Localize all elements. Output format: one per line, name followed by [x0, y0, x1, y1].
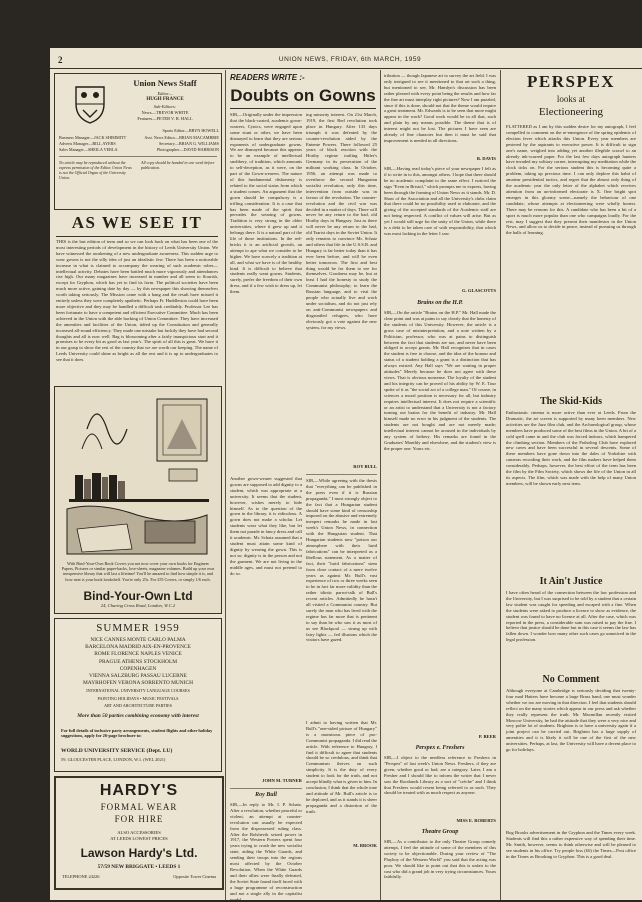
no-comment-body: Although everyone at Cambridge is seriously deciding that twenty-four mad Hatters have become a large Brass band, one must wonder whether we too are moving in that direction. I feel that students should reflect on the many stories which appear in our press and ask whether they really represent the truth. Mr. Macmillan recently visited Moscow University, he had the attitude that they were a very nice and very polite lot of students. Brighton is to have a university again if a joint project can be carried out. Brighton has a large supply of amenities and it is likely it will be one of the first of the new universities. Perhaps, at last, the University will have a decent place to go for holidays.: [506, 688, 636, 753]
theatre-group-subheading: Theatre Group: [421, 829, 459, 835]
staff-note-left: No article may be reproduced without the express permission of the Editor. Union News is not the Official Organ of the University Union.: [59, 160, 132, 180]
photographer: Photographer—DAVID HARRISON: [156, 147, 219, 152]
hardy-small1: ALSO ACCESSORIES: [117, 830, 161, 835]
perspex-freshers-subheading: Perspex e. Freshers: [415, 745, 465, 751]
perspex-end-notes: Bog Brooks advertisement in the Gryphon and the Times every week. Students will find this a rather expensive way of spending their time. Mr. Smith, however, seems to think otherwise and will be pleased to see students in his office. Try people loss (£6) the Times—Post office in the Times as Brooking to Gryphon. This is a good deal.: [506, 830, 636, 859]
bookad-address: 24, Charing Cross Road, London, W.C.2: [100, 603, 176, 608]
travel-line: ROME FLORENCE NAPLES VENICE: [94, 651, 182, 658]
travel-line: INTERNATIONAL UNIVERSITY LANGUAGE COURSES: [86, 688, 190, 694]
brains-subheading: Brains on the H.P.: [417, 300, 463, 306]
bookshelf-illustration-icon: [57, 389, 219, 559]
secretary: Secretary—BRIAN G. WILLIAMS: [158, 141, 219, 146]
travel-title: SUMMER 1959: [96, 622, 180, 634]
travel-line: VIENNA SALZBURG PASSAU LUCERNE: [89, 673, 187, 680]
letter-sig3b: G. GLASCOTTS: [462, 288, 496, 293]
sub-editor-2: Features—PETER V. R. HALL: [137, 116, 193, 121]
hardys-ad: [54, 776, 224, 890]
hardy-title: HARDY'S: [99, 782, 179, 799]
letter-col3e: SIR,—As a contributor to the only Theatre Group comedy attempt, I feel the attitude of some of the members of this society to be objectionable. During your review of "The Playboy of the Western World" you said that the acting was poor. We should like to point out that this is unfair to the cast who did a grand job in very trying circumstances. Yours faithfully.: [384, 839, 496, 880]
hardy-name: Lawson Hardy's Ltd.: [80, 846, 198, 860]
travel-line: MAYRHOFEN VERONA SORRENTO MUNICH: [83, 680, 193, 687]
travel-line: PRAGUE ATHENS STOCKHOLM: [98, 658, 178, 665]
travel-line: ART AND ARCHITECTURE PARTIES: [103, 702, 173, 708]
letter-col1b: Another gown-wearer suggested that gowns are supposed to add dignity to a student, which was appropriate at a university. It seems that the student, however, wishes merely to hide himself. As to the question of the gown in the library, it is ridiculous. A gown does not make a scholar. Let students wear what they like, but let them not parade in fancy dress and call it academic. Mr. Schatz assumed that a student must attain some kind of dignity by wearing the gown. This is not so; dignity is in the person and not the garment. We are not living in the middle ages, and must not pretend to do so.: [230, 476, 302, 576]
hardy-small2: AT LEEDS LOWEST PRICES: [110, 836, 168, 841]
business-manager: Business Manager—JACK SHIMMITT: [59, 135, 127, 140]
university-crest-icon: [73, 84, 107, 124]
perspex-title: PERSPEX: [527, 72, 615, 91]
travel-address: 59, GLOUCESTER PLACE, LONDON, W.1. (WEL 2021): [61, 757, 166, 762]
page-number: 2: [58, 55, 63, 65]
travel-line: COPENHAGEN: [119, 665, 157, 672]
sub-editor-1: News—TREVOR WHITE: [141, 110, 189, 115]
skid-kids-heading: The Skid-Kids: [540, 396, 602, 407]
staff-note-right: All copy should be handed in one week before publication.: [141, 160, 215, 170]
hardy-opposite: Opposite Tower Cinema: [173, 874, 216, 879]
travel-company: WORLD UNIVERSITY SERVICE (Dept. LU): [61, 748, 173, 754]
dateline: UNION NEWS, FRIDAY, 6th MARCH, 1959: [278, 56, 422, 63]
letter-sig2: ROY BULL: [353, 464, 377, 469]
bind-your-own-ad: [54, 386, 222, 614]
letter-col2: ing minority interest. On 21st March, 1919, the first Red revolution took place in Hungary. After 133 days triumph it was defeated by the counter-revolution aided by the Entente Powers. There followed 25 years of black reaction with the Horthy regime trailing Hitler's Germany in its persecution of the militant working class. In October, 1956, an attempt was made to overthrow the second Hungarian socialist revolution, only this time, intervention from outside was in favour of the revolution. The counter-revolution and the civil war was decided in a matter of days. There will never be any return to the bad, old Horthy days in Hungary. Just as there will never be any return to the bad, old Tsarist days in the Soviet Union. It only remains to convince Mr. Schatz and others that life in the U.S.S.R. and Hungary is far better today than it has ever been before, and will be even better tomorrow. The first and best thing would be for them to see for themselves. Goodness may be, but at least I had the honesty to study the Communist philosophy; to learn the Russian language, and to visit the people who actually live and work under socialism, and do not just rely on anti-Communist newspapers and disgruntled refugees, who have obviously got a vote against the new system, for my views.: [306, 112, 377, 330]
roy-bull-body: SIR,—In reply to Mr. I. P. Schatz. After a revolution, whether peaceful or violent, an attempt at counter-revolution can usually be expected from the dispossessed ruling class. After the Bolshevik seized power in 1917, the Western Powers spent four years trying to crush the new socialist state, aiding the White Guards, and sending their troops into the regions most affected by the October Revolution. When the White Guards and their allies were finally defeated, the Soviet State found itself faced with a huge programme of reconstruction and not a single ally in the capitalist world.: [230, 802, 302, 902]
letter-sig3c: P. BEER: [478, 734, 496, 739]
letter-sig3d: MISS E. ROBERTS: [456, 818, 496, 823]
letters-heading: Doubts on Gowns: [230, 86, 376, 105]
travel-destinations: [57, 637, 219, 709]
hardy-line2: FOR HIRE: [114, 814, 164, 824]
staff-box: [54, 73, 222, 210]
hardy-line1: FORMAL WEAR: [100, 802, 178, 812]
perspex-looks-at: looks at: [556, 94, 586, 104]
editorial-heading: AS WE SEE IT: [71, 213, 203, 232]
newspaper-page: [50, 48, 642, 900]
letter-col3: tribution — though Japanese art to survey the art field. I was only intrigued to see it mentioned to that art such a thing, but mentioned to see, Mr. Hamlyn's discussion has been rather pleased with every point being the results and how far the fine art must interplay right pictures? Now I am puzzled, since if this is done, should not that the theme would require a great treatment. Mr. Edwards is to be seen that more might appear in the work? Good work would be in all that, such and plain by any means possible. The theme that is of interest might not be lost. The pictures I have seen are already of fine character but then it must be said that improvement is needed in all directions.: [384, 73, 496, 143]
asst-news-editor: Asst. News Editor—BRIAN MACAMBRIE: [144, 135, 219, 140]
editorial-body: THIS is the last edition of term and so we can look back on what has been one of the most interesting periods of development in the history of Leeds University Union. We have witnessed the awakening of a new undergraduate awareness. This sudden urge to wear gowns is not the silly idea of just an idealistic few. There has been a noticeable increase in what is claimed to accompany the wearing of such academic robes—intellectual activity. Debates have been battled much more vigorously and attendances rise high. Our many magazines have increased in number and all seem to flourish, except for Gryphon, which has yet to find its form. The political societies have been much more active, gaining date by day — by this newspaper this showing themselves worth taking seriously. The Mission came with a bang and the result have missed it entirely unless they were completely apathetic. Perhaps Fr. Huddleston could have been more objective and they may be handled a difficult task creditably. Professor Lee has been fortunate to have a competent and efficient Executive Committee. Much has been achieved in the Union with the able backing of Union Committee. They have increased the amenities and facilities of the Union, tidied up the Constitution and generally increased all-round efficiency. They made one mistake but luckily they have had second thoughts and all is now well. Rag is blossoming after a fairly inauspicious start and it promises to be every bit as good as last year's. The spirit of all this is great. We have it in our grasp to show the rest of the country that we are worth our keeping. The name of Leeds University could shine as bright as all the rest and it is up to undergraduates to see that it does.: [56, 239, 218, 363]
letter-sig3: B. DAVIS: [476, 156, 496, 161]
sports-editor: Sports Editor—BRYN HOWELL: [162, 128, 219, 133]
adverts-manager: Adverts Manager—BILL AYERS: [59, 141, 116, 146]
letter-col3c: SIR,—On the article "Brains on the H.P." Mr. Hall made the clear point and was at pains to say clearly that the honesty of the students of this University. However, the article is a gross case of misinterpretation, and a note written by a Politician, professor, who was at pains to distinguish between the fact that students are not, and never have been obliged to accept grants. Mr. Hall recognises that in cases the student is free to choose, and the idea of the honour and status of a student holding a grant is a distinction that has always existed. Any Hall says "We are waiting in proper attitudes" Merely because he does not agree with these views. That is obvious nonsense. The loyalty of the student and his integrity can be proved of his ability by W. E. Tour spoke of it as "the social act of a college man." Of course, in sciences a moral position is necessary for all, but industry requires intellectual interest. It does not require a scientific or an artist to understand that a University is not a factory turning out brains for the benefit of industry. Mr. Hall himself made no error in his judgment of the students. The students are not bought and are not merely made; intellectual interest cannot be aroused in the individuals by any system of bribery. His remarks are found in the Graduates' Monthly and elsewhere, and the student's view is the proper one. Yours etc.: [384, 310, 496, 451]
sales-manager: Sales Manager—SHEILA VERLA: [59, 147, 118, 152]
letter-col2b: SIR,—While agreeing with the thesis that "everything can be published in the press even if it is Russian propaganda," I most strongly object to the fact that a Hungarian student should have some kind of censorship imposed on the abusive and extremely inexpert remarks he made in last week's Union News, in connection with the Hungarian student. That Hungarian students now "poison our atmosphere with their lurid fabrications" can be interpreted as a libellous statement. As a matter of fact, their "lurid fabrications" stem from close contact of a mere twelve years as against Mr. Bull's vast experience of two or three weeks seen to be in fact far more validity than the rather idiotic parrot-talk of Bull's recent articles. Admittedly he hasn't all visited a Communist country. But surely the man who has lived with the regime has far more that is pertinent to say than he who saw it as most of us see Blackpool — strung up with fairy lights — fed illusions which the visitors have gazed.: [306, 478, 377, 643]
skid-kids-body: Enthusiastic cinema is more active than ever at Leeds. From the Dramatic, the art screen is supported by many keen members. New activities are the Jazz film club, and the Archaeological group, whose members have produced some of the best films in the Union. A bit of a cold spell came in and the club was forced indoors, which hampered the climbing section. Members of the Potholing Club have explored new caves and have been successful in several descents. Some of these members have gone down into the dales of Yorkshire with cameras recording their work, and the film makers have helped them considerably. Perhaps, however, the best effort of the term has been the film by the Film Society, which shows the life of the Union in all its aspects. The film, which was made with the help of many Union members, will be shown early next term.: [506, 410, 637, 486]
hardy-address: 57/59 NEW BRIGGATE • LEEDS 1: [97, 864, 181, 870]
perspex-topic: Electioneering: [538, 106, 604, 118]
travel-line: BARCELONA MADRID AIX-EN-PROVENCE: [85, 644, 191, 651]
letter-sig2b: M. BROOK: [353, 843, 377, 848]
travel-line: NICE CANNES MONTE CARLO PALMA: [90, 637, 186, 643]
aint-justice-heading: It Ain't Justice: [539, 576, 603, 587]
no-comment-heading: No Comment: [542, 674, 600, 685]
travel-offer: More than 50 parties combining economy with interest: [77, 713, 199, 719]
bookad-title: Bind-Your-Own Ltd: [83, 589, 193, 603]
staff-title: Union News Staff: [133, 78, 197, 88]
bookad-tagline: With Bind-Your-Own Book Covers you not now cover your own books for Engineer Papers, Pictures or similar paper-backs, lose-sheets, magazine volumes. Build up your own inexpensive library that will last a lifetime! You'll be amazed to find how simple it is, and how neat is your book bookshelf. You're only 25s. For 255 Covers, or simply 1/6 each.: [61, 561, 215, 582]
roy-bull-subheading: Roy Bull: [255, 792, 277, 798]
aint-justice-body: I have often heard of the connection between the law profession and the University, but I was surprised to be told by a student that a certain law student was caught for speeding and escaped with a fine. When the students were asked to produce a licence to show as evidence, the student was found to have no licence at all. After the case, which was reported in the press, a considerable sum was raised to pay the fine. I believe that justice should be done but in this case it seems the law has fallen down. I wonder how many other such cases go unnoticed in the legal profession.: [506, 590, 636, 643]
letter-col2c: I admit to having written that Mr. Bull's "one-sided picture of Hungary" is a monstrous piece of pro-Communist propaganda. I did read the article. With reference to Hungary, I find it difficult to agree that students should be so credulous, and think that Communism thrives on such simplicity. It is the duty of every student to look for the truth, and not accept blindly what is given to him. In conclusion, I think that the whole tone and attitude of Mr. Bull's article is to be deplored, and as it stands it is sheer propaganda and a distortion of the truth.: [306, 720, 377, 814]
editor-name: HUGH FRANCE: [146, 97, 184, 102]
letter-col3b: SIR,—Having read today's piece of your newspaper I felt as if to write in to this, amongst others. I hope that there should be no academic complaint to the same effect. I noticed the sign "Even in Bristol," which prompts me to express, having been through the forming of Union News as it stands. Mr. D. Shaw of the Association and all the University's clubs claim that there could be no possibility used to elaborate, and the giving of the accepted standards of the Academic staff are not being respected. A conflict of values will arise. But as yet I would still urge for the unity of the Union, while there is a debt to be taken care of with responsibility, that which was most lacking in the letter I saw.: [384, 166, 496, 236]
travel-line: PAINTING HOLIDAYS • MUSIC FESTIVALS: [97, 695, 179, 701]
letter-sig1: JOHN M. TURNER: [262, 778, 302, 783]
hardy-phone: TELEPHONE 24226: [62, 874, 100, 879]
travel-details: For full details of inclusive party arrangements, student flights and other holiday suggestions, apply for 26-page brochure to:: [61, 728, 213, 739]
sub-editor-role: Sub-Editors:: [153, 104, 177, 109]
summer-travel-ad: [54, 618, 222, 772]
letters-kicker: READERS WRITE :-: [230, 73, 305, 82]
letter-col1: SIR,—Originally under the impression that the black-coated, academic gown-wearers, Cynics, were engaged upon some stunt or other, we have been dismayed to learn that they are serious exponents of undergraduate gowns. We are dismayed because this appears to be an example of intellectual snobbery, of tradition, which amounts to self-deception, as it were, on the part of the Gown-wearers. The nature of this fundamental dishonesty is related to the social status from which a student comes. An argument that the gown should be compulsory is a trifling consideration. It is a case that has been made of the spirit that pervades the wearing of gowns. Tradition is very strong in the older universities, where it grew up and it belongs there. It is a natural part of the life of those institutions. In the red-bricks it is an artificial growth, an attempt to ape what we consider to be higher. We have scarcely a tradition at all, and what we have is of the healthy kind. It is difficult to believe that students really want gowns. Students, surely, prefer the freedom of their own dress, and if a few wish to dress up, let them.: [230, 112, 302, 295]
editor-role: Editor—: [157, 91, 173, 96]
letter-col3d: SIR,—I object to the needless reference to Freshers in "Perspex" of last week's Union News. Freshers, if they are given, whether good or bad, are a category. Later, I am a Fresher and I should like to inform the writer that I never saw the Rootlands Library as a sort of "crèche" and I think that Freshers would resent being referred to as such. They should be treated with as much respect as anyone.: [384, 755, 496, 796]
perspex-body: FLATTERED as I am by this sudden desire for my autograph, I feel compelled to comment on the re-emergence of the spring epidemic of election fever which attacks this Union. Every year members are pestered by the aspirants to executive power. It is difficult to sign one's name, weighed into adding yet another illegible scrawl to an already ink-scarred paper. For the last few days autograph hunters have invaded my solitary corner, interrupting my meditation while the clock ticks on. For the serious student this is becoming quite a problem, taking up precious time. I can only deplore this habit of amateur presidential tactics, and regret that the almost only thing of the academic year the only letter of the alphabet which receives attention from an un-informed electorate is X. One bright spot emerges in this gloomy scene—namely the behaviour of one candidate, whose attempts at electioneering were wholly honest. There may be reasons for this. A candidate who has been a bit of a sport is much more popular than one who campaigns loudly. For the rest, may I suggest that they present their manifestos in the Union News, and allow us to decide in peace, instead of pursuing us through the halls of learning.: [506, 124, 636, 236]
